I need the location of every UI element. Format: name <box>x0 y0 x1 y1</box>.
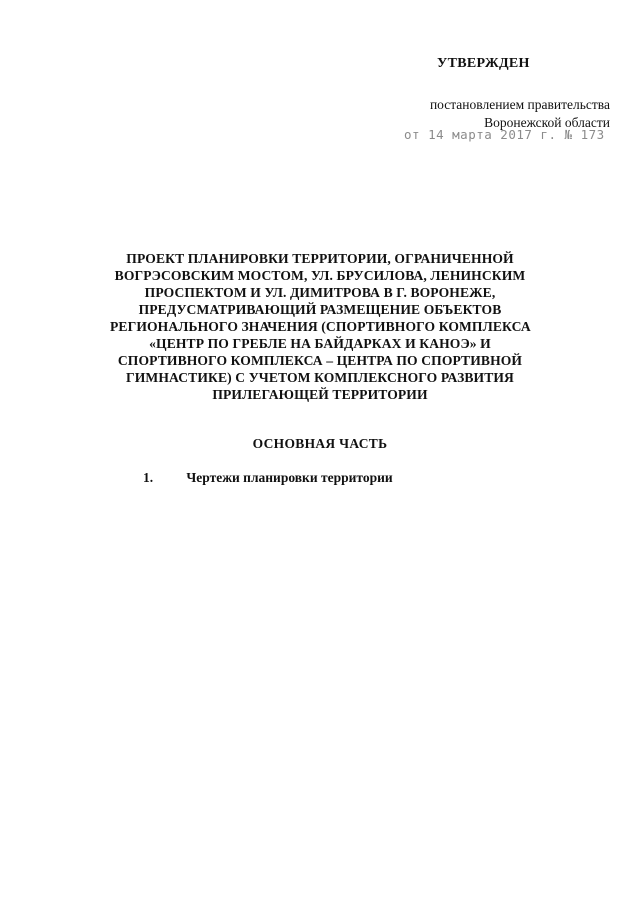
title-line: ГИМНАСТИКЕ) С УЧЕТОМ КОМПЛЕКСНОГО РАЗВИТИЯ <box>126 370 514 385</box>
title-line: ВОГРЭСОВСКИМ МОСТОМ, УЛ. БРУСИЛОВА, ЛЕНИНСКИМ <box>114 268 526 283</box>
title-line: ПРЕДУСМАТРИВАЮЩИЙ РАЗМЕЩЕНИЕ ОБЪЕКТОВ <box>138 302 502 317</box>
list-item-number: 1. <box>143 470 154 485</box>
list-item-text: Чертежи планировки территории <box>186 470 393 485</box>
approval-date-stamp: от 14 марта 2017 г. № 173 <box>404 127 605 142</box>
title-line: СПОРТИВНОГО КОМПЛЕКСА – ЦЕНТРА ПО СПОРТИВНОЙ <box>117 353 523 368</box>
title-line: РЕГИОНАЛЬНОГО ЗНАЧЕНИЯ (СПОРТИВНОГО КОМПЛЕКСА <box>110 319 531 334</box>
section-heading: ОСНОВНАЯ ЧАСТЬ <box>252 436 388 451</box>
document-title <box>110 250 530 403</box>
list-item <box>143 470 393 486</box>
title-line: ПРИЛЕГАЮЩЕЙ ТЕРРИТОРИИ <box>212 387 428 402</box>
title-line: «ЦЕНТР ПО ГРЕБЛЕ НА БАЙДАРКАХ И КАНОЭ» И <box>149 336 491 351</box>
title-line: ПРОЕКТ ПЛАНИРОВКИ ТЕРРИТОРИИ, ОГРАНИЧЕННОЙ <box>126 251 514 266</box>
title-line: ПРОСПЕКТОМ И УЛ. ДИМИТРОВА В Г. ВОРОНЕЖЕ, <box>144 285 496 300</box>
approved-heading: УТВЕРЖДЕН <box>437 56 530 71</box>
approval-line-2: Воронежской области <box>484 115 610 130</box>
approval-line-1: постановлением правительства <box>429 97 610 112</box>
